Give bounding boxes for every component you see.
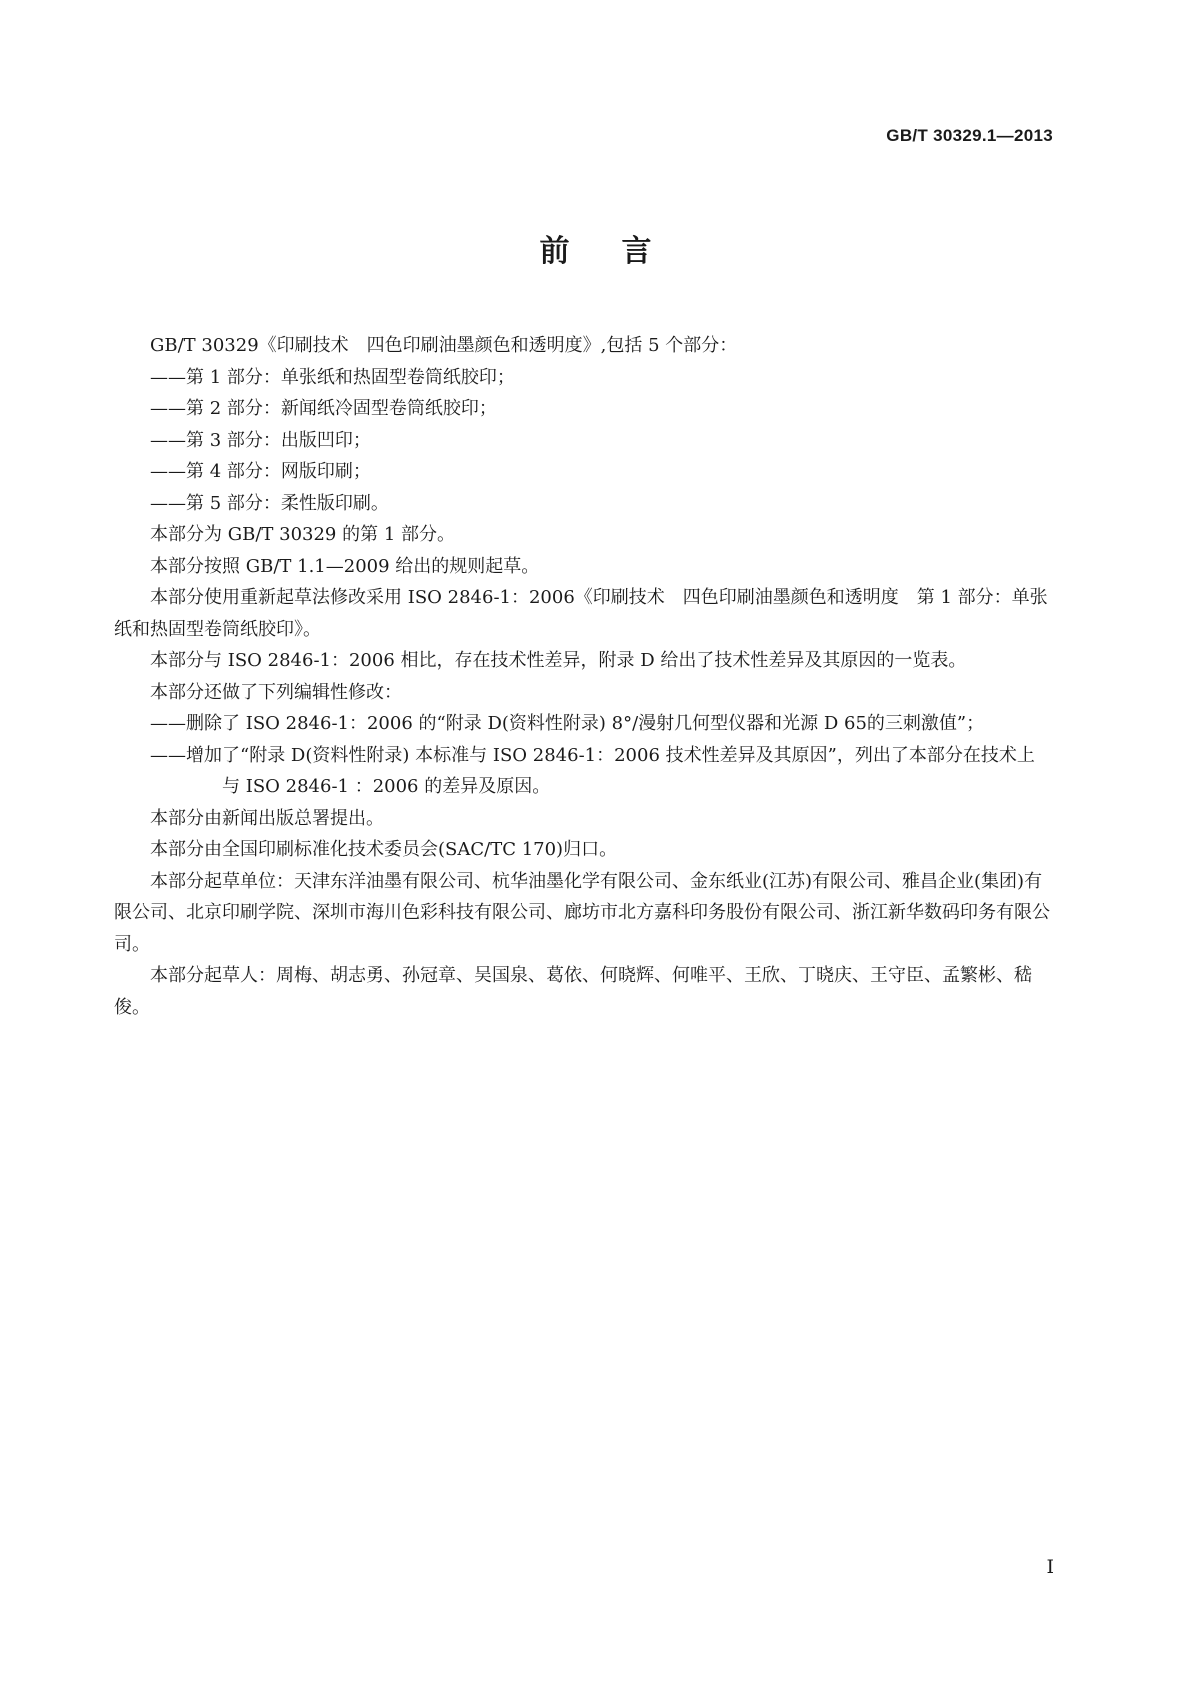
drafters-paragraph: 本部分起草人：周梅、胡志勇、孙冠章、吴国泉、葛依、何晓辉、何唯平、王欣、丁晓庆、王守臣、孟繁彬、嵇俊。: [114, 965, 1032, 1018]
intro-paragraph: GB/T 30329《印刷技术 四色印刷油墨颜色和透明度》,包括 5 个部分：: [150, 335, 738, 356]
drafting-units-paragraph: 本部分起草单位：天津东洋油墨有限公司、杭华油墨化学有限公司、金东纸业(江苏)有限公司、雅昌企业(集团)有限公司、北京印刷学院、深圳市海川色彩科技有限公司、廊坊市北方嘉科印务股份有限公司、浙江新华数码印务有限公司。: [114, 870, 1050, 955]
proposed-paragraph: 本部分由新闻出版总署提出。: [150, 807, 384, 829]
rules-paragraph: 本部分按照 GB/T 1.1—2009 给出的规则起草。: [150, 555, 540, 577]
part-list-item: ——第 2 部分：新闻纸冷固型卷筒纸胶印；: [150, 398, 497, 419]
centralized-paragraph: 本部分由全国印刷标准化技术委员会(SAC/TC 170)归口。: [150, 839, 618, 860]
standard-code: GB/T 30329.1—2013: [886, 126, 1053, 145]
foreword-body: [114, 330, 1052, 1023]
editorial-paragraph: 本部分还做了下列编辑性修改：: [150, 681, 402, 703]
edit-list-item: ——删除了 ISO 2846-1：2006 的“附录 D(资料性附录) 8°/漫射几何型仪器和光源 D 65的三刺激值”；: [150, 713, 985, 734]
part-of-paragraph: 本部分为 GB/T 30329 的第 1 部分。: [150, 524, 455, 545]
part-list-item: ——第 1 部分：单张纸和热固型卷筒纸胶印；: [150, 366, 515, 388]
part-list-item: ——第 5 部分：柔性版印刷。: [150, 492, 389, 514]
redraft-paragraph: 本部分使用重新起草法修改采用 ISO 2846-1：2006《印刷技术 四色印刷油墨颜色和透明度 第 1 部分：单张纸和热固型卷筒纸胶印》。: [114, 587, 1048, 640]
part-list-item: ——第 4 部分：网版印刷；: [150, 461, 371, 482]
page-number: I: [1046, 1556, 1054, 1578]
page-title: 前言: [539, 234, 704, 269]
difference-paragraph: 本部分与 ISO 2846-1：2006 相比，存在技术性差异，附录 D 给出了技术性差异及其原因的一览表。: [150, 650, 967, 671]
edit-list-item: ——增加了“附录 D(资料性附录) 本标准与 ISO 2846-1：2006 技术性差异及其原因”，列出了本部分在技术上与 ISO 2846-1 ：2006 的差异及原因。: [150, 744, 1035, 797]
part-list-item: ——第 3 部分：出版凹印；: [150, 429, 371, 451]
